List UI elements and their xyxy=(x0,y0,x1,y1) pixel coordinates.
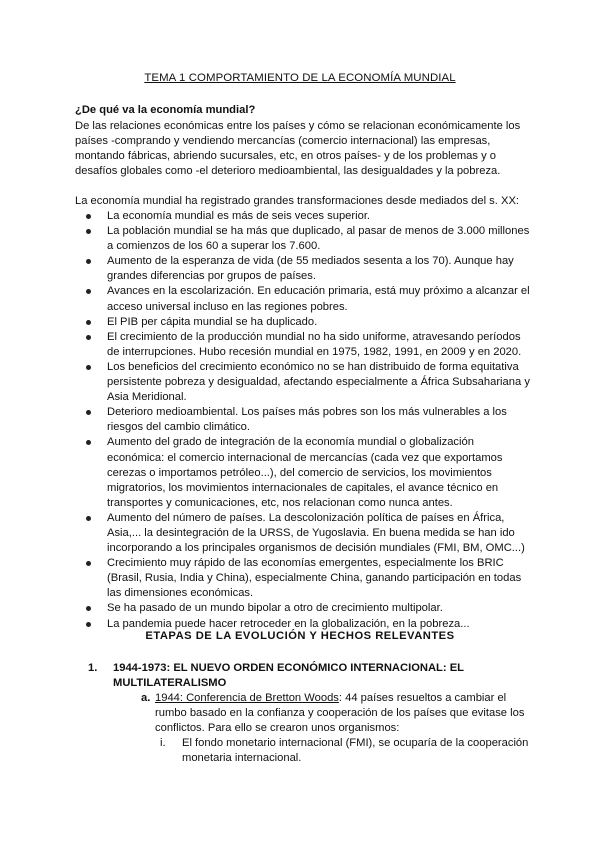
list-item-text: Aumento del número de países. La descolonización política de países en África, Asia,... la desintegración de la URSS, de Yugoslavia. En buena medida se han ido incorporando a los principales organismos de decisión mundiales (FMI, BM, OMC...) xyxy=(107,511,525,555)
list-item-text: Aumento del grado de integración de la economía mundial o globalización económica: el comercio internacional de mercancías (cada vez que exportamos cerezas o importamos petróleo...), del comercio de servicios, los movimientos migratorios, los movimientos internacionales de capitales, el avance técnico en transportes y comunicaciones, etc, nos relacionan como nunca antes. xyxy=(107,436,503,509)
list-item xyxy=(82,511,532,556)
subsub-marker: i. xyxy=(160,737,166,749)
list-item xyxy=(82,254,532,284)
subsub-item-text: El fondo monetario internacional (FMI), se ocuparía de la cooperación monetaria internacional. xyxy=(182,737,529,765)
bullet-icon xyxy=(86,259,91,264)
list-item-text: La pandemia puede hacer retroceder en la globalización, en la pobreza... xyxy=(107,617,470,630)
stages-heading: ETAPAS DE LA EVOLUCIÓN Y HECHOS RELEVANTES xyxy=(145,630,455,642)
list-item xyxy=(82,209,532,224)
list-item xyxy=(82,315,532,330)
list-item xyxy=(82,330,532,360)
list-item-text: El crecimiento de la producción mundial no ha sido uniforme, atravesando períodos de interrupciones. Hubo recesión mundial en 1975, 1982, 1991, en 2009 y en 2020. xyxy=(107,330,522,358)
list-item xyxy=(82,284,532,314)
list-item xyxy=(82,435,532,510)
bullet-icon xyxy=(86,622,91,627)
list-item-text: Avances en la escolarización. En educación primaria, está muy próximo a alcanzar el acceso universal incluso en las regiones pobres. xyxy=(107,285,530,313)
bullet-icon xyxy=(86,214,91,219)
sub-marker: a. xyxy=(141,692,151,704)
list-item-text: Aumento de la esperanza de vida (de 55 mediados sesenta a los 70). Aunque hay grandes diferencias por grupos de países. xyxy=(107,255,514,283)
list-item xyxy=(82,405,532,435)
list-item-text: El PIB per cápita mundial se ha duplicado. xyxy=(107,315,318,328)
stage-title: 1944-1973: EL NUEVO ORDEN ECONÓMICO INTERNACIONAL: EL MULTILATERALISMO xyxy=(113,662,464,690)
section-question: ¿De qué va la economía mundial? xyxy=(75,104,256,116)
stage-1 xyxy=(88,661,533,691)
sub-item-a xyxy=(141,691,535,736)
bullet-icon xyxy=(86,320,91,325)
bullet-icon xyxy=(86,365,91,370)
list-item-text: Los beneficios del crecimiento económico no se han distribuido de forma equitativa persistente pobreza y desigualdad, afectando especialmente a África Subsahariana y Asia Meridional. xyxy=(107,360,530,404)
bretton-woods-link[interactable]: 1944: Conferencia de Bretton Woods xyxy=(155,692,339,704)
bullet-icon xyxy=(86,516,91,521)
sub-item-text: : 44 países resueltos a cambiar el rumbo basado en la confianza y cooperación de los países que evitase los conflictos. Para ello se crearon unos organismos: xyxy=(155,692,525,735)
list-item-text: Crecimiento muy rápido de las economías emergentes, especialmente los BRIC (Brasil, Rusia, India y China), especialmente China, ganando participación en todas las dimensiones económicas. xyxy=(107,557,522,600)
list-item xyxy=(82,556,532,601)
bullet-icon xyxy=(86,561,91,566)
bullet-icon xyxy=(86,289,91,294)
bullet-icon xyxy=(86,335,91,340)
page-title: TEMA 1 COMPORTAMIENTO DE LA ECONOMÍA MUNDIAL xyxy=(144,72,456,84)
list-item xyxy=(82,601,532,616)
list-item-text: La economía mundial es más de seis veces superior. xyxy=(107,210,371,222)
bullet-icon xyxy=(86,410,91,415)
list-item-text: Se ha pasado de un mundo bipolar a otro de crecimiento multipolar. xyxy=(107,602,443,615)
list-item xyxy=(82,360,532,405)
bullet-icon xyxy=(86,606,91,611)
sub-item-i xyxy=(160,736,535,766)
bullet-icon xyxy=(86,440,91,445)
stage-number: 1. xyxy=(88,662,98,674)
lead-paragraph: La economía mundial ha registrado grandes transformaciones desde mediados del s. XX: xyxy=(75,195,520,207)
list-item-text: Deterioro medioambiental. Los países más pobres son los más vulnerables a los riesgos del cambio climático. xyxy=(107,406,507,434)
list-item-text: La población mundial se ha más que duplicado, al pasar de menos de 3.000 millones a comienzos de los 60 a superar los 7.600. xyxy=(107,225,530,253)
list-item xyxy=(82,224,532,254)
transformations-list xyxy=(82,209,532,632)
bullet-icon xyxy=(86,229,91,234)
intro-paragraph: De las relaciones económicas entre los países y cómo se relacionan económicamente los países -comprando y vendiendo mercancías (comercio internacional) las empresas, montando fábricas, abriendo sucursales, etc, en otros países- y de los problemas y o desafíos globales como -el deterioro medioambiental, las desigualdades y la pobreza. xyxy=(75,120,521,178)
